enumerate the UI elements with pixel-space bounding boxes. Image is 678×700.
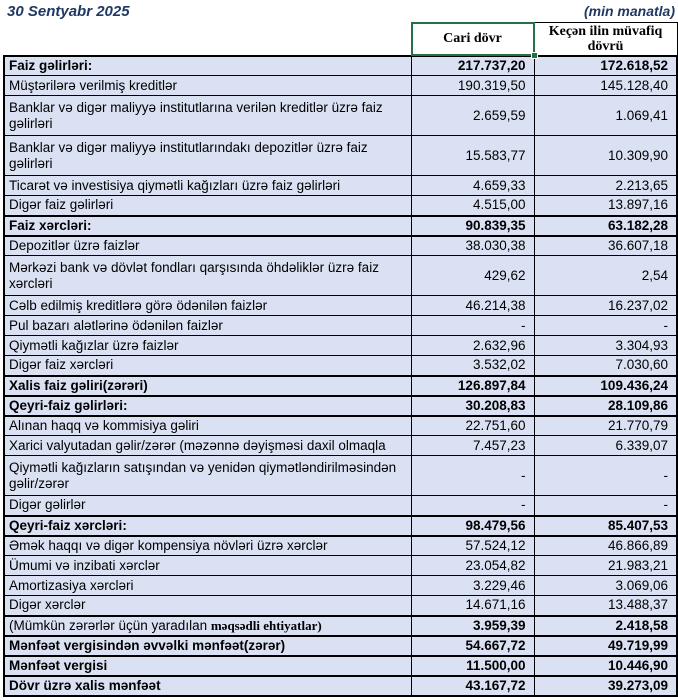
row-label-cell[interactable] [4,356,411,376]
row-label-cell[interactable] [4,396,411,416]
column-header-current-label: Cari dövr [443,31,502,47]
row-label-cell[interactable] [4,236,411,256]
previous-period-value-cell[interactable]: 63.182,28 [534,216,677,236]
row-label-cell[interactable] [4,336,411,356]
row-label-cell[interactable] [4,576,411,596]
column-header-current-period[interactable] [411,23,534,56]
current-period-value-cell[interactable]: 11.500,00 [411,656,534,676]
table-header [4,23,677,56]
current-period-value-cell[interactable]: 23.054,82 [411,556,534,576]
row-label-cell[interactable] [4,376,411,396]
table-row [4,516,677,536]
current-period-value-cell[interactable]: 7.457,23 [411,436,534,456]
table-row [4,76,677,96]
current-period-value-cell[interactable]: - [411,456,534,496]
previous-period-value-cell[interactable]: 21.983,21 [534,556,677,576]
report-date-label: 30 Sentyabr 2025 [7,3,130,20]
row-label-cell[interactable] [4,136,411,176]
current-period-value-cell[interactable]: 2.659,59 [411,96,534,136]
row-label-main: Amortizasiya xərcləri [9,577,134,593]
row-label-cell[interactable] [4,596,411,616]
row-label-main: Qiymətli kağızlar üzrə faizlər [9,337,179,353]
table-row [4,336,677,356]
row-label-main: Ümumi və inzibati xərclər [9,557,160,573]
row-label-main: Ticarət və investisiya qiymətli kağızları üzrə faiz gəlirləri [9,177,341,193]
row-label-main: Depozitlər üzrə faizlər [9,237,140,253]
current-period-value-cell[interactable]: 4.659,33 [411,176,534,196]
row-label-cell[interactable] [4,676,411,696]
row-label-main: Cəlb edilmiş kreditlərə görə ödənilən faizlər [9,297,268,313]
previous-period-value-cell[interactable]: 36.607,18 [534,236,677,256]
row-label-main: Banklar və digər maliyyə institutlarındakı depozitlər üzrə faiz gəlirləri [9,139,368,171]
table-row [4,416,677,436]
previous-period-value-cell[interactable]: 3.304,93 [534,336,677,356]
table-row [4,296,677,316]
row-label-cell[interactable] [4,416,411,436]
previous-period-value-cell[interactable]: 2,54 [534,256,677,296]
current-period-value-cell[interactable]: 4.515,00 [411,196,534,216]
previous-period-value-cell[interactable]: 21.770,79 [534,416,677,436]
current-period-value-cell[interactable]: 3.229,46 [411,576,534,596]
current-period-value-cell[interactable]: 3.532,02 [411,356,534,376]
current-period-value-cell[interactable]: 90.839,35 [411,216,534,236]
row-label-main: Pul bazarı alətlərinə ödənilən faizlər [9,317,223,333]
current-period-value-cell[interactable]: 38.030,38 [411,236,534,256]
currency-unit-label: (min manatla) [583,3,675,19]
current-period-value-cell[interactable]: - [411,316,534,336]
current-period-value-cell[interactable]: 57.524,12 [411,536,534,556]
table-row [4,216,677,236]
row-label-main: Mənfəət vergisindən əvvəlki mənfəət(zərər) [9,637,286,653]
previous-period-value-cell[interactable]: 10.309,90 [534,136,677,176]
table-row [4,56,677,76]
fill-handle[interactable] [531,52,538,59]
previous-period-value-cell[interactable]: 109.436,24 [534,376,677,396]
current-period-value-cell[interactable]: 2.632,96 [411,336,534,356]
table-row [4,176,677,196]
table-row [4,496,677,516]
table-row [4,236,677,256]
row-label-main: Digər xərclər [9,597,86,613]
previous-period-value-cell[interactable]: 39.273,09 [534,676,677,696]
current-period-value-cell[interactable]: 429,62 [411,256,534,296]
current-period-value-cell[interactable]: 54.667,72 [411,636,534,656]
previous-period-value-cell[interactable]: 3.069,06 [534,576,677,596]
header-spacer [4,23,411,56]
row-label-cell[interactable] [4,636,411,656]
row-label-cell[interactable] [4,456,411,496]
row-label-main: Əmək haqqı və digər kompensiya növləri üzrə xərclər [9,537,328,553]
table-row [4,436,677,456]
row-label-main: Qeyri-faiz gəlirləri: [9,397,128,413]
table-row [4,256,677,296]
column-header-previous-label: Keçən ilin müvafiq dövrü [548,23,663,54]
previous-period-value-cell[interactable]: 85.407,53 [534,516,677,536]
row-label-main: (Mümkün zərərlər üçün yaradılan [9,617,211,633]
current-period-value-cell[interactable]: 43.167,72 [411,676,534,696]
row-label-cell[interactable] [4,656,411,676]
row-label-main: Qeyri-faiz xərcləri: [9,517,127,533]
table-row [4,556,677,576]
table-row [4,396,677,416]
row-label-main: Mənfəət vergisi [9,657,108,673]
table-row [4,196,677,216]
previous-period-value-cell[interactable]: 46.866,89 [534,536,677,556]
table-row [4,596,677,616]
previous-period-value-cell[interactable]: 2.418,58 [534,616,677,636]
previous-period-value-cell[interactable]: 28.109,86 [534,396,677,416]
row-label-cell[interactable] [4,496,411,516]
row-label-cell[interactable] [4,516,411,536]
row-label-serif: məqsədli ehtiyatlar) [210,617,322,633]
current-period-value-cell[interactable]: 190.319,50 [411,76,534,96]
previous-period-value-cell[interactable]: 49.719,99 [534,636,677,656]
row-label-cell[interactable] [4,536,411,556]
row-label-cell[interactable] [4,296,411,316]
current-period-value-cell[interactable]: 30.208,83 [411,396,534,416]
previous-period-value-cell[interactable]: - [534,316,677,336]
previous-period-value-cell[interactable]: 7.030,60 [534,356,677,376]
header-row [4,23,677,56]
current-period-value-cell[interactable]: - [411,496,534,516]
row-label-main: Dövr üzrə xalis mənfəət [9,677,161,693]
table-row [4,456,677,496]
table-row [4,356,677,376]
previous-period-value-cell[interactable]: 1.069,41 [534,96,677,136]
current-period-value-cell[interactable]: 126.897,84 [411,376,534,396]
table-row [4,656,677,676]
row-label-main: Xalis faiz gəliri(zərəri) [9,377,148,393]
previous-period-value-cell[interactable]: 13.488,37 [534,596,677,616]
previous-period-value-cell[interactable]: 13.897,16 [534,196,677,216]
row-label-main: Alınan haqq və kommisiya gəliri [9,417,199,433]
current-period-value-cell[interactable]: 217.737,20 [411,56,534,76]
title-strip [0,0,678,22]
row-label-main: Banklar və digər maliyyə institutlarına verilən kreditlər üzrə faiz gəlirləri [9,99,383,131]
row-label-main: Faiz xərcləri: [9,217,92,233]
table-row [4,576,677,596]
previous-period-value-cell[interactable]: - [534,496,677,516]
table-row [4,636,677,656]
current-period-value-cell[interactable]: 98.479,56 [411,516,534,536]
current-period-value-cell[interactable]: 15.583,77 [411,136,534,176]
row-label-cell[interactable] [4,216,411,236]
current-period-value-cell[interactable]: 3.959,39 [411,616,534,636]
table-row [4,616,677,636]
row-label-main: Faiz gəlirləri: [9,57,93,73]
previous-period-value-cell[interactable]: 6.339,07 [534,436,677,456]
row-label-cell[interactable] [4,196,411,216]
previous-period-value-cell[interactable]: 2.213,65 [534,176,677,196]
current-period-value-cell[interactable]: 22.751,60 [411,416,534,436]
row-label-main: Müştərilərə verilmiş kreditlər [9,77,178,93]
table-row [4,316,677,336]
table-row [4,96,677,136]
row-label-main: Digər gəlirlər [9,497,86,513]
row-label-main: Xarici valyutadan gəlir/zərər (məzənnə dəyişməsi daxil olmaqla [9,437,386,453]
row-label-cell[interactable] [4,56,411,76]
row-label-main: Qiymətli kağızların satışından və yenidən qiymətləndirilməsindən gəlir/zərər [9,459,397,491]
previous-period-value-cell[interactable]: - [534,456,677,496]
previous-period-value-cell[interactable]: 145.128,40 [534,76,677,96]
previous-period-value-cell[interactable]: 172.618,52 [534,56,677,76]
row-label-cell[interactable] [4,616,411,636]
table-row [4,376,677,396]
current-period-value-cell[interactable]: 46.214,38 [411,296,534,316]
current-period-value-cell[interactable]: 14.671,16 [411,596,534,616]
row-label-main: Digər faiz xərcləri [9,357,114,373]
income-statement-table [3,22,678,697]
row-label-cell[interactable] [4,176,411,196]
row-label-cell[interactable] [4,556,411,576]
previous-period-value-cell[interactable]: 10.446,90 [534,656,677,676]
table-row [4,536,677,556]
row-label-cell[interactable] [4,436,411,456]
row-label-cell[interactable] [4,256,411,296]
row-label-cell[interactable] [4,96,411,136]
row-label-cell[interactable] [4,316,411,336]
table-row [4,676,677,696]
column-header-previous-period[interactable] [534,23,677,56]
previous-period-value-cell[interactable]: 16.237,02 [534,296,677,316]
row-label-main: Mərkəzi bank və dövlət fondları qarşısında öhdəliklər üzrə faiz xərcləri [9,259,379,291]
table-row [4,136,677,176]
row-label-cell[interactable] [4,76,411,96]
row-label-main: Digər faiz gəlirləri [9,197,114,213]
table-body [4,56,677,696]
